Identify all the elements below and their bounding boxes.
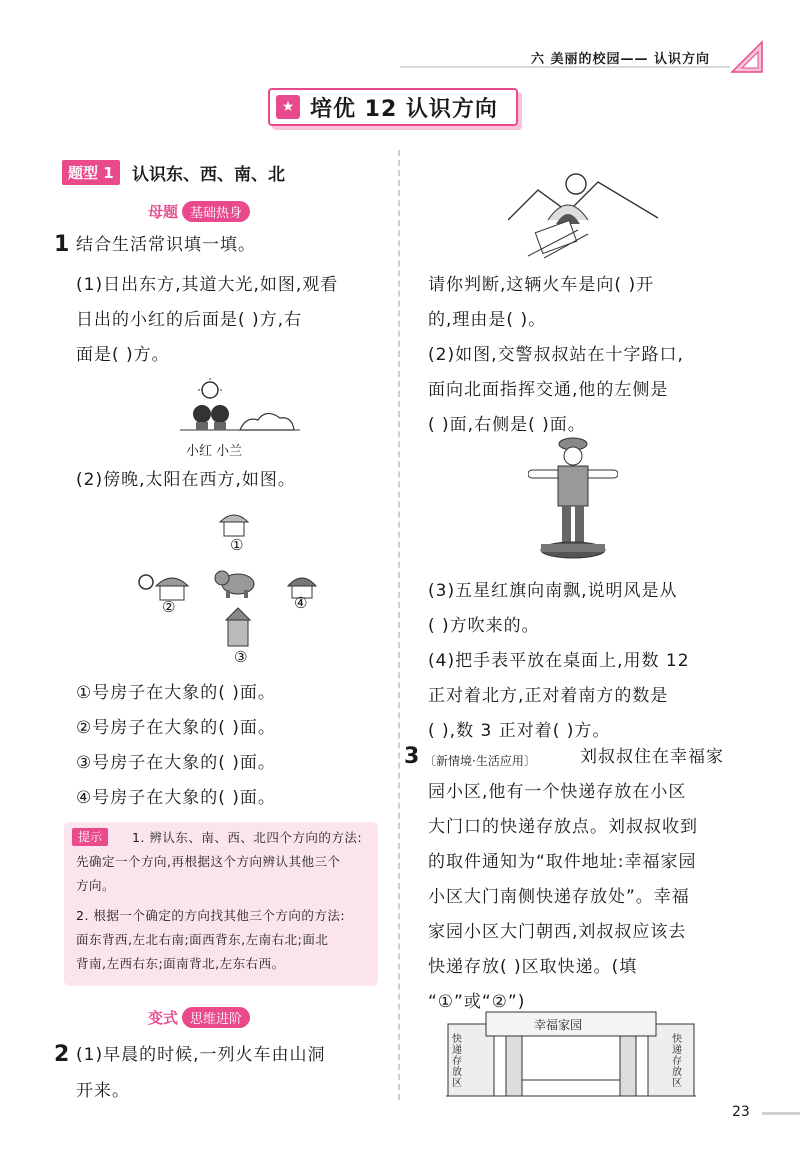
question-text: ( ),数 3 正对着( )方。 bbox=[428, 721, 611, 741]
answer-line: ①号房子在大象的( )面。 bbox=[76, 683, 276, 703]
train-tunnel-illustration bbox=[508, 160, 658, 260]
sunrise-illustration bbox=[180, 378, 300, 440]
hint-text: 先确定一个方向,再根据这个方向辨认其他三个 bbox=[76, 854, 341, 869]
page-number: 23 bbox=[732, 1104, 750, 1120]
question-stem: 结合生活常识填一填。 bbox=[76, 235, 256, 255]
question-text: (4)把手表平放在桌面上,用数 12 bbox=[428, 651, 690, 671]
hint-text: 方向。 bbox=[76, 878, 116, 893]
question-text: (2)如图,交警叔叔站在十字路口, bbox=[428, 345, 684, 365]
houses-elephant-illustration bbox=[130, 508, 330, 668]
question-text: “①”或“②”) bbox=[428, 992, 526, 1012]
context-tag: 〔新情境·生活应用〕 bbox=[424, 754, 536, 768]
question-text: 家园小区大门朝西,刘叔叔应该去 bbox=[428, 922, 687, 942]
page-title: 培优 12 认识方向 bbox=[310, 96, 498, 122]
question-text: (3)五星红旗向南飘,说明风是从 bbox=[428, 581, 678, 601]
triangle-ruler-icon bbox=[730, 40, 764, 74]
question-text: 请你判断,这辆火车是向( )开 bbox=[428, 275, 655, 295]
house-label-4: ④ bbox=[294, 594, 308, 612]
question-text: 小区大门南侧快递存放处”。幸福 bbox=[428, 887, 690, 907]
gate-sign: 幸福家园 bbox=[534, 1018, 583, 1032]
question-text: 面是( )方。 bbox=[76, 345, 170, 365]
answer-line: ③号房子在大象的( )面。 bbox=[76, 753, 276, 773]
section-title-box bbox=[268, 88, 518, 126]
question-number: 1 bbox=[54, 232, 70, 257]
page-number-rule bbox=[762, 1112, 800, 1115]
hint-tag: 提示 bbox=[72, 828, 108, 846]
hint-text: 2. 根据一个确定的方向找其他三个方向的方法: bbox=[76, 908, 346, 923]
question-type-tag: 题型 1 bbox=[62, 160, 120, 185]
house-label-3: ③ bbox=[234, 648, 248, 666]
hint-text: 1. 辨认东、南、西、北四个方向的方法: bbox=[132, 830, 363, 845]
chapter-header: 六 美丽的校园—— 认识方向 bbox=[530, 52, 710, 67]
variant-question-label: 变式 思维进阶 bbox=[148, 1006, 250, 1028]
star-icon: ★ bbox=[276, 95, 300, 119]
left-post-label: 快递存放区 bbox=[452, 1034, 462, 1089]
question-text: 的,理由是( )。 bbox=[428, 310, 547, 330]
question-text: (1)日出东方,其道大光,如图,观看 bbox=[76, 275, 339, 295]
question-number: 3 bbox=[404, 744, 420, 769]
question-type-title: 认识东、西、南、北 bbox=[132, 165, 285, 185]
question-text: ( )方吹来的。 bbox=[428, 616, 540, 636]
question-text: ( )面,右侧是( )面。 bbox=[428, 415, 586, 435]
hint-text: 面东背西,左北右南;面西背东,左南右北;面北 bbox=[76, 932, 329, 947]
house-label-1: ① bbox=[230, 536, 244, 554]
traffic-police-illustration bbox=[528, 434, 618, 564]
question-text: 正对着北方,正对着南方的数是 bbox=[428, 686, 669, 706]
answer-line: ④号房子在大象的( )面。 bbox=[76, 788, 276, 808]
mother-question-label: 母题 基础热身 bbox=[148, 200, 250, 222]
question-text: 的取件通知为“取件地址:幸福家园 bbox=[428, 852, 697, 872]
question-text: 园小区,他有一个快递存放在小区 bbox=[428, 782, 687, 802]
question-text: 开来。 bbox=[76, 1081, 130, 1101]
right-post-label: 快递存放区 bbox=[672, 1034, 682, 1089]
question-text: 大门口的快递存放点。刘叔叔收到 bbox=[428, 817, 698, 837]
question-text: (1)早晨的时候,一列火车由山洞 bbox=[76, 1045, 326, 1065]
question-text: 刘叔叔住在幸福家 bbox=[580, 747, 724, 767]
question-text: 面向北面指挥交通,他的左侧是 bbox=[428, 380, 669, 400]
question-text: (2)傍晚,太阳在西方,如图。 bbox=[76, 470, 296, 490]
answer-line: ②号房子在大象的( )面。 bbox=[76, 718, 276, 738]
column-divider bbox=[398, 150, 400, 1100]
question-number: 2 bbox=[54, 1042, 70, 1067]
figure-caption: 小红 小兰 bbox=[186, 444, 243, 459]
question-text: 日出的小红的后面是( )方,右 bbox=[76, 310, 303, 330]
house-label-2: ② bbox=[162, 598, 176, 616]
question-text: 快递存放( )区取快递。(填 bbox=[428, 957, 638, 977]
hint-text: 背南,左西右东;面南背北,左东右西。 bbox=[76, 956, 285, 971]
